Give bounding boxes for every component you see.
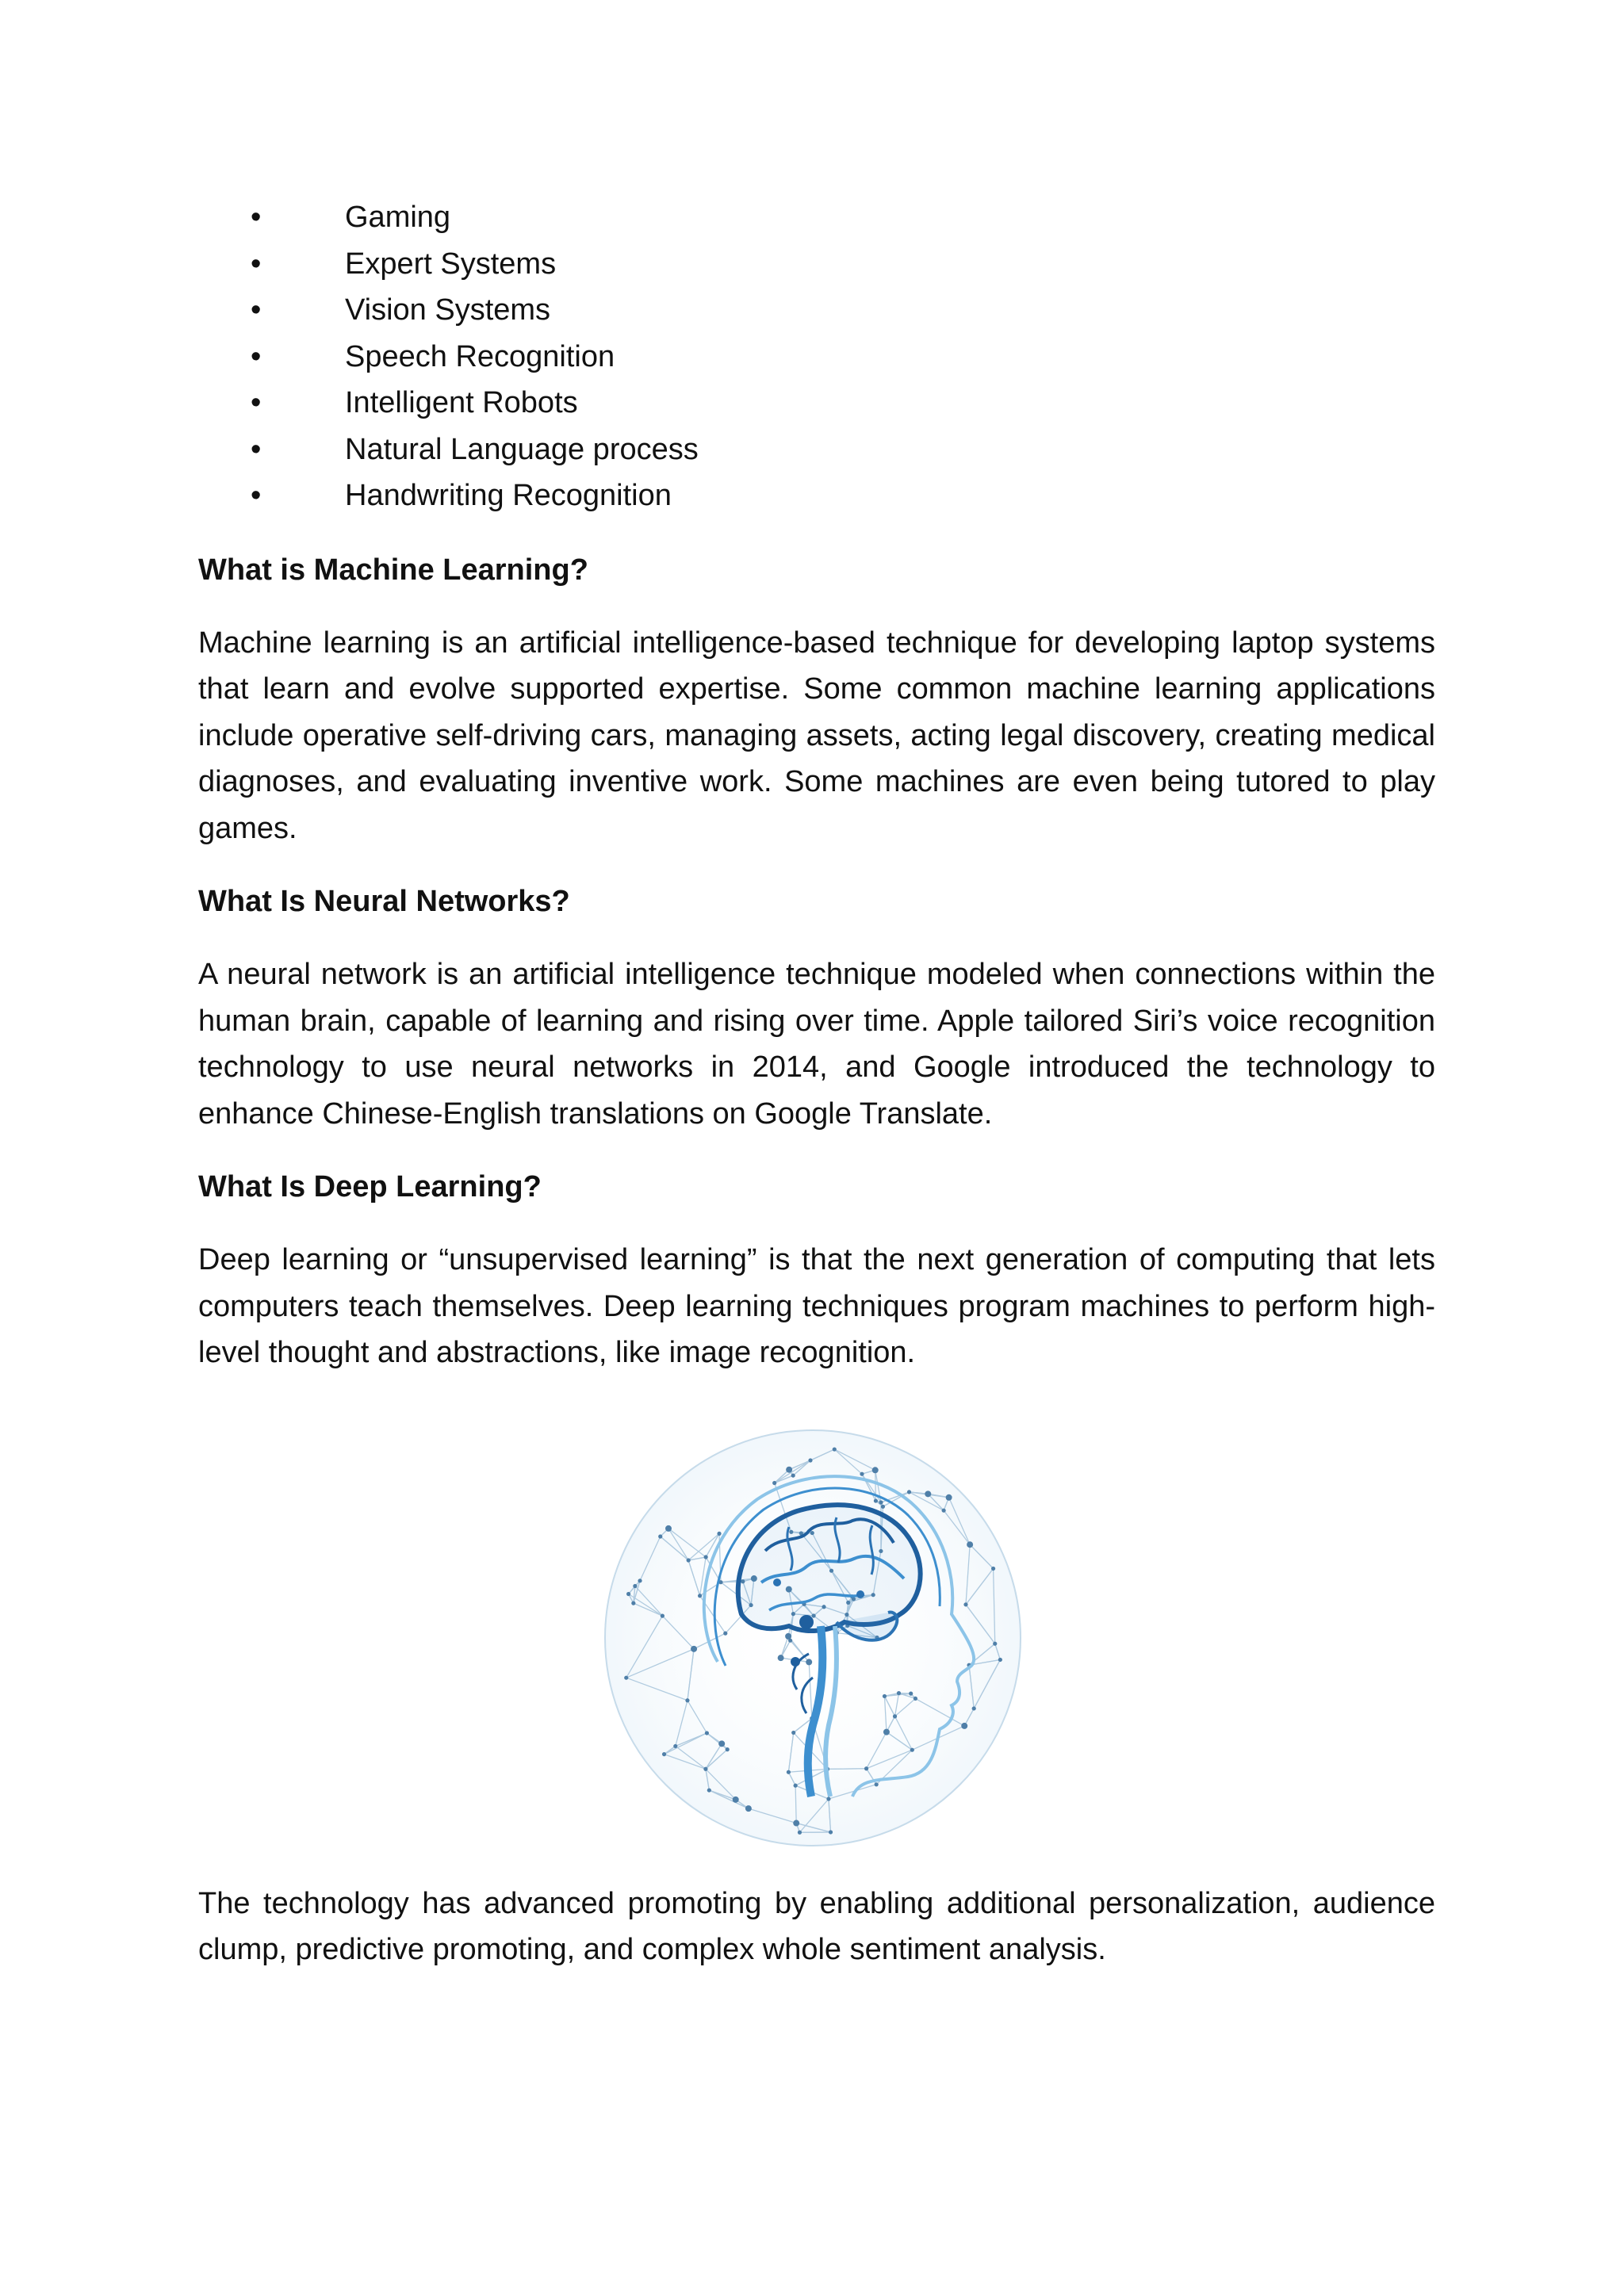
mesh-node (718, 1740, 725, 1747)
list-item (198, 241, 1435, 288)
deep-learning-heading: What Is Deep Learning? (198, 1170, 542, 1203)
mesh-node (963, 1602, 967, 1606)
mesh-node (991, 1566, 995, 1570)
mesh-node (638, 1578, 642, 1582)
mesh-node (661, 1613, 665, 1617)
mesh-node (872, 1467, 879, 1473)
mesh-node (733, 1796, 739, 1802)
mesh-node (703, 1766, 707, 1770)
mesh-node (665, 1525, 672, 1531)
mesh-node (723, 1631, 727, 1635)
list-item-text: Vision Systems (345, 293, 551, 327)
list-item-text: Intelligent Robots (345, 386, 578, 419)
mesh-node (829, 1830, 833, 1834)
list-item (198, 380, 1435, 427)
mesh-node (687, 1558, 691, 1562)
mesh-node (786, 1466, 792, 1472)
mesh-node (883, 1693, 887, 1697)
machine-learning-paragraph: Machine learning is an artificial intelligence-based technique for developing laptop systems that learn and evolve supported expertise. Some common machine learning applications include operative self-driving cars, managing assets, acting legal discovery, creating medical diagnoses, and evaluating inventive work. Some machines are even being tutored to play games. (198, 626, 1435, 845)
mesh-node (864, 1766, 868, 1770)
machine-learning-heading: What is Machine Learning? (198, 553, 588, 587)
applications-list (198, 194, 1435, 519)
list-item (198, 194, 1435, 241)
mesh-node (826, 1797, 830, 1800)
mesh-node (808, 1458, 812, 1462)
list-item (198, 287, 1435, 334)
mesh-node (778, 1655, 784, 1661)
neural-networks-paragraph: A neural network is an artificial intelligence technique modeled when connections within the human brain, capable of learning and rising over time. Apple tailored Siri’s voice recognition technology to use neural networks in 2014, and Google introduced the technology to enhance Chinese-English translations on Google Translate. (198, 958, 1435, 1131)
mesh-node (925, 1490, 931, 1497)
mesh-node (942, 1508, 946, 1512)
deep-learning-paragraph: Deep learning or “unsupervised learning” is that the next generation of computing that lets computers teach themselves. Deep learning techniques program machines to perform high-level thought and abstractions, like image recognition. (198, 1243, 1435, 1369)
mesh-node (806, 1659, 812, 1665)
mesh-node (993, 1641, 997, 1645)
mesh-node (794, 1783, 798, 1787)
list-item (198, 427, 1435, 473)
mesh-node (745, 1805, 752, 1812)
mesh-node (833, 1447, 837, 1451)
mesh-node (907, 1490, 911, 1494)
mesh-node (685, 1698, 689, 1702)
mesh-node (909, 1691, 913, 1695)
bullet-icon: • (251, 479, 262, 512)
closing-paragraph: The technology has advanced promoting by enabling additional personalization, audience clump, predictive promoting, and complex whole sentiment analysis. (198, 1886, 1435, 1966)
bullet-icon: • (251, 293, 262, 327)
list-item (198, 473, 1435, 519)
mesh-node (860, 1471, 864, 1475)
mesh-node (883, 1728, 890, 1735)
mesh-node (717, 1531, 721, 1535)
mesh-node (914, 1696, 917, 1700)
mesh-node (791, 1730, 795, 1734)
mesh-node (626, 1591, 630, 1595)
document-content (198, 194, 1435, 1973)
mesh-node (798, 1830, 802, 1834)
list-item-text: Gaming (345, 201, 451, 234)
mesh-node (662, 1752, 666, 1756)
mesh-node (673, 1743, 677, 1747)
mesh-node (785, 1632, 791, 1639)
list-item-text: Expert Systems (345, 247, 557, 281)
mesh-node (704, 1555, 708, 1559)
brain-illustration-figure (198, 1424, 1435, 1852)
mesh-node (631, 1601, 635, 1605)
mesh-node (624, 1675, 628, 1679)
mesh-node (910, 1747, 914, 1751)
mesh-node (698, 1594, 702, 1598)
mesh-node (998, 1657, 1002, 1661)
bullet-icon: • (251, 201, 262, 234)
bullet-icon: • (251, 339, 262, 373)
mesh-node (726, 1747, 730, 1751)
mesh-node (633, 1583, 637, 1587)
mesh-node (707, 1788, 711, 1792)
list-item-text: Handwriting Recognition (345, 479, 672, 512)
list-item-text: Speech Recognition (345, 339, 615, 373)
mesh-node (791, 1473, 795, 1477)
mesh-node (705, 1731, 709, 1735)
mesh-node (691, 1645, 697, 1651)
mesh-node (874, 1498, 878, 1502)
mesh-node (972, 1706, 976, 1710)
mesh-node (772, 1480, 776, 1484)
mesh-node (793, 1820, 799, 1826)
bullet-icon: • (251, 432, 262, 466)
neural-networks-heading: What Is Neural Networks? (198, 885, 570, 918)
mesh-node (658, 1534, 662, 1538)
mesh-node (875, 1782, 879, 1786)
mesh-node (881, 1504, 885, 1508)
mesh-node (893, 1714, 897, 1718)
mesh-node (787, 1770, 791, 1774)
mesh-node (879, 1500, 883, 1504)
mesh-node (897, 1690, 901, 1694)
bullet-icon: • (251, 247, 262, 281)
mesh-node (961, 1722, 967, 1728)
mesh-node (967, 1541, 973, 1548)
mesh-line (828, 1768, 867, 1769)
bullet-icon: • (251, 386, 262, 419)
mesh-node (946, 1494, 952, 1500)
list-item-text: Natural Language process (345, 432, 699, 466)
neural-brain-icon (599, 1424, 1027, 1852)
list-item (198, 334, 1435, 381)
